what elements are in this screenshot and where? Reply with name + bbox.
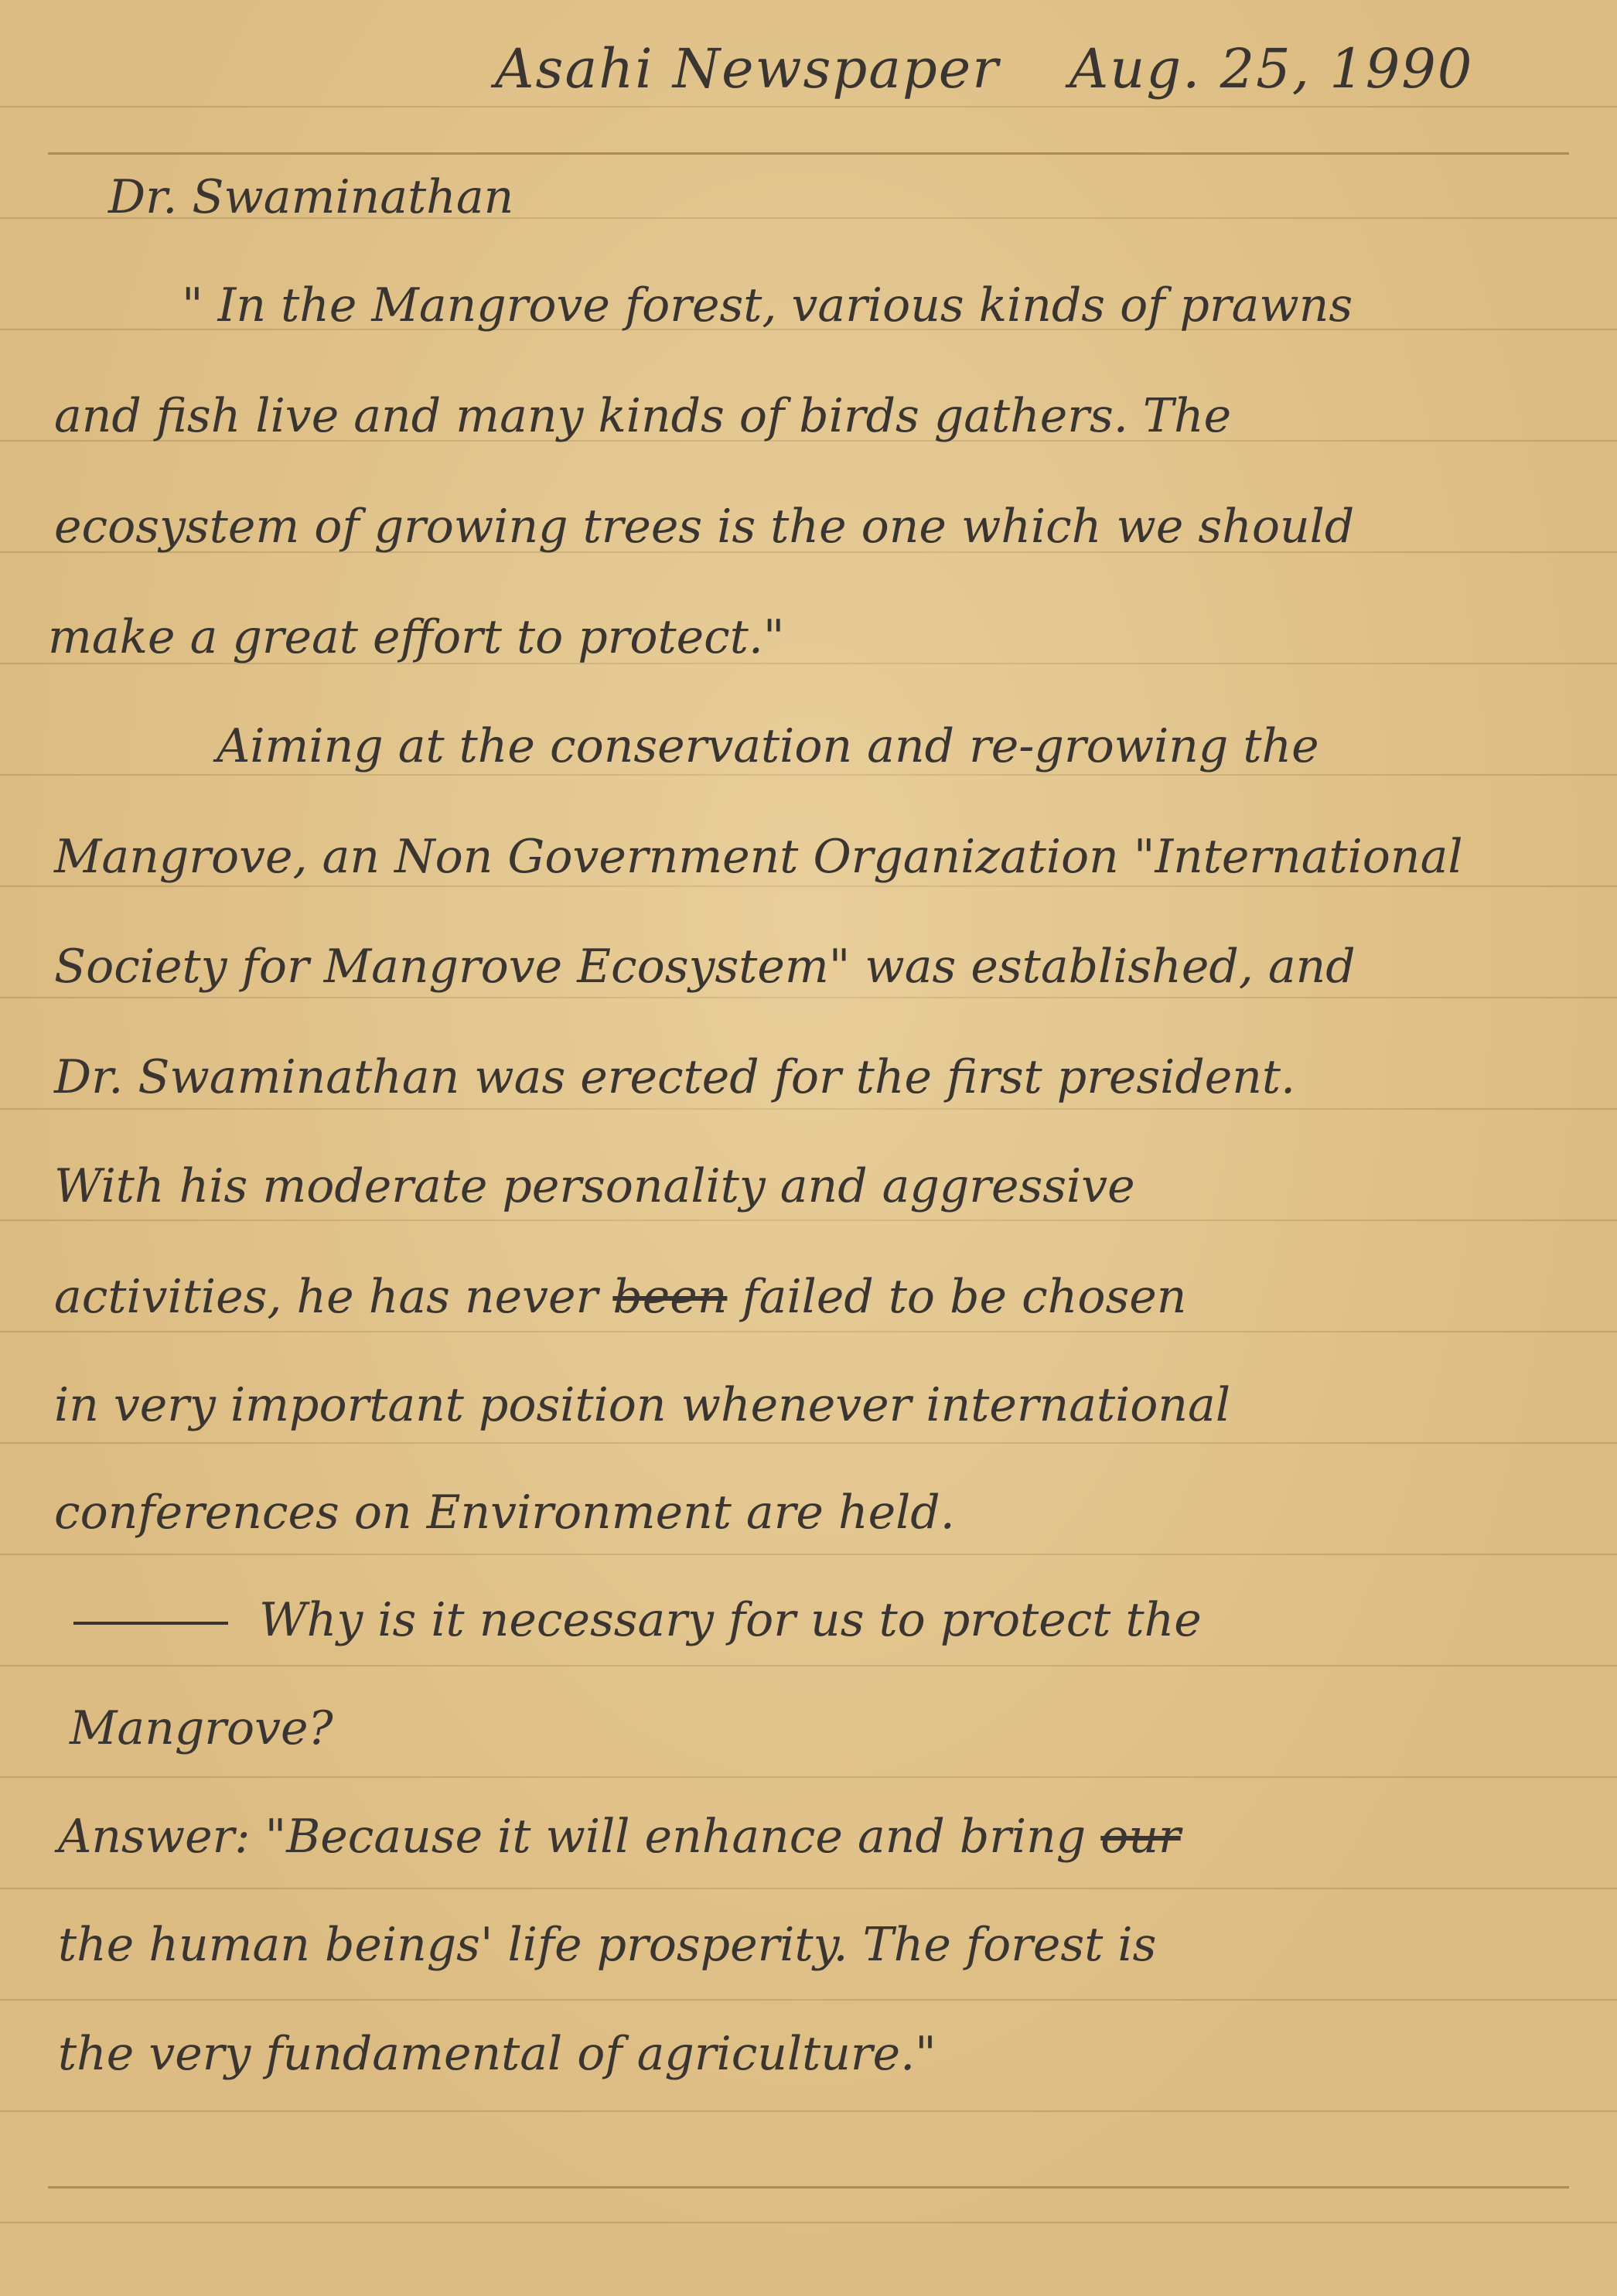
letter-line-11: in very important position whenever international xyxy=(54,1378,1231,1432)
line-10-before: activities, he has never xyxy=(54,1270,613,1324)
struck-word: been xyxy=(612,1270,728,1324)
em-dash-mark xyxy=(73,1622,228,1625)
letter-line-5: Aiming at the conservation and re-growing the xyxy=(217,719,1319,773)
letter-header xyxy=(495,26,1578,111)
letter-line-8: Dr. Swaminathan was erected for the first president. xyxy=(54,1050,1296,1104)
letter-line-3: ecosystem of growing trees is the one which we should xyxy=(54,500,1355,554)
answer-text: Answer: "Because it will enhance and bring xyxy=(58,1810,1101,1864)
letter-line-15 xyxy=(0,1790,1617,1883)
salutation: Dr. Swaminathan xyxy=(108,170,514,224)
letter-line-10 xyxy=(0,1250,1617,1343)
letter-line-2: and fish live and many kinds of birds gathers. The xyxy=(54,389,1232,443)
letter-line-13 xyxy=(0,1574,1617,1667)
bottom-margin-rule xyxy=(48,2186,1569,2189)
struck-word-answer: our xyxy=(1100,1810,1181,1864)
question-text: Why is it necessary for us to protect the xyxy=(259,1593,1202,1647)
letter-line-4: make a great effort to protect." xyxy=(48,610,785,664)
newspaper-date: Aug. 25, 1990 xyxy=(1069,37,1474,101)
letter-line-6: Mangrove, an Non Government Organization "International xyxy=(54,830,1463,884)
letter-line-9: With his moderate personality and aggressive xyxy=(54,1159,1135,1213)
letter-line-7: Society for Mangrove Ecosystem" was established, and xyxy=(54,940,1356,994)
letter-line-1: " In the Mangrove forest, various kinds of prawns xyxy=(182,278,1353,333)
letter-line-14: Mangrove? xyxy=(70,1701,333,1755)
letter-line-17: the very fundamental of agriculture." xyxy=(58,2027,936,2081)
letter-line-12: conferences on Environment are held. xyxy=(54,1486,955,1540)
letter-line-16: the human beings' life prosperity. The forest is xyxy=(58,1918,1157,1972)
newspaper-name: Asahi Newspaper xyxy=(495,37,1000,101)
line-10-after: failed to be chosen xyxy=(727,1270,1187,1324)
